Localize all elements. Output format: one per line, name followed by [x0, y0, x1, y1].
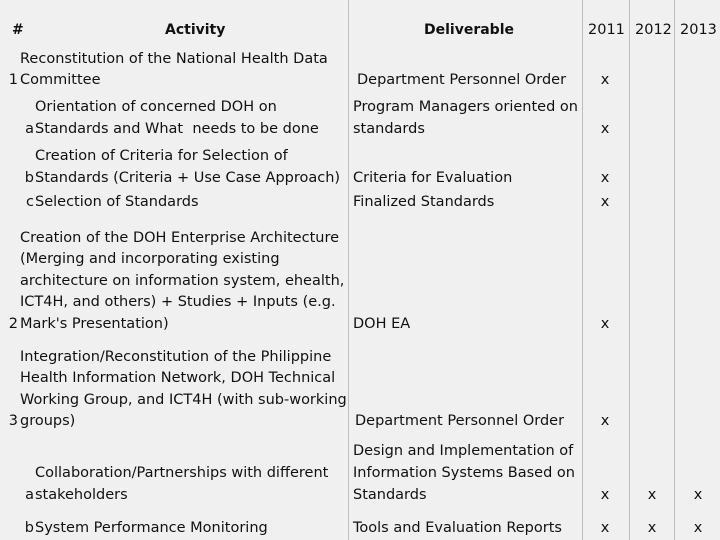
mark-2011: x — [600, 72, 610, 88]
activity-line: Orientation of concerned DOH on — [35, 99, 277, 115]
activity-line: groups) — [20, 413, 76, 429]
mark-2011: x — [600, 413, 610, 429]
row-number: a — [25, 121, 34, 137]
column-divider-activity — [348, 0, 349, 540]
deliverable-line: Criteria for Evaluation — [353, 170, 513, 186]
row-number: 3 — [8, 413, 18, 429]
activity-line: stakeholders — [35, 487, 128, 503]
activity-line: architecture on information system, ehealth, — [20, 273, 345, 289]
deliverable-line: Information Systems Based on — [353, 465, 575, 481]
mark-2013: x — [693, 487, 703, 503]
row-number: 1 — [8, 72, 18, 88]
activity-line: Standards and What needs to be done — [35, 121, 319, 137]
column-divider-2011 — [629, 0, 630, 540]
activity-line: Mark's Presentation) — [20, 316, 169, 332]
activity-line: Selection of Standards — [35, 194, 199, 210]
mark-2012: x — [647, 520, 657, 536]
row-number: 2 — [8, 316, 18, 332]
activity-line: Creation of the DOH Enterprise Architecture — [20, 230, 340, 246]
activity-line: System Performance Monitoring — [35, 520, 268, 536]
mark-2011: x — [600, 170, 610, 186]
header-2011: 2011 — [588, 22, 625, 38]
deliverable-line: Standards — [353, 487, 427, 503]
activity-line: ICT4H, and others) + Studies + Inputs (e.g. — [20, 294, 336, 310]
header-2013: 2013 — [680, 22, 717, 38]
row-number: b — [24, 170, 34, 186]
deliverable-line: Tools and Evaluation Reports — [353, 520, 562, 536]
mark-2011: x — [600, 316, 610, 332]
row-number: c — [26, 194, 34, 210]
activity-line: Reconstitution of the National Health Data — [20, 51, 328, 67]
activity-line: (Merging and incorporating existing — [20, 251, 280, 267]
header-2012: 2012 — [635, 22, 672, 38]
mark-2011: x — [600, 121, 610, 137]
deliverable-line: Finalized Standards — [353, 194, 495, 210]
header-deliverable: Deliverable — [424, 22, 515, 38]
activity-line: Creation of Criteria for Selection of — [35, 148, 288, 164]
mark-2012: x — [647, 487, 657, 503]
activity-line: Committee — [20, 72, 101, 88]
activity-line: Standards (Criteria + Use Case Approach) — [35, 170, 341, 186]
column-divider-deliverable — [582, 0, 583, 540]
activity-line: Integration/Reconstitution of the Philippine — [20, 349, 332, 365]
row-number: a — [25, 487, 34, 503]
deliverable-line: Department Personnel Order — [357, 72, 567, 88]
deliverable-line: standards — [353, 121, 425, 137]
header-activity: Activity — [165, 22, 226, 38]
header-num: # — [12, 22, 24, 38]
activity-line: Health Information Network, DOH Technical — [20, 370, 336, 386]
mark-2013: x — [693, 520, 703, 536]
mark-2011: x — [600, 487, 610, 503]
row-number: b — [24, 520, 34, 536]
column-divider-2012 — [674, 0, 675, 540]
deliverable-line: Program Managers oriented on — [353, 99, 578, 115]
activity-line: Collaboration/Partnerships with different — [35, 465, 329, 481]
deliverable-line: Department Personnel Order — [355, 413, 565, 429]
mark-2011: x — [600, 194, 610, 210]
deliverable-line: Design and Implementation of — [353, 443, 574, 459]
deliverable-line: DOH EA — [353, 316, 411, 332]
activity-line: Working Group, and ICT4H (with sub-working — [20, 392, 347, 408]
mark-2011: x — [600, 520, 610, 536]
